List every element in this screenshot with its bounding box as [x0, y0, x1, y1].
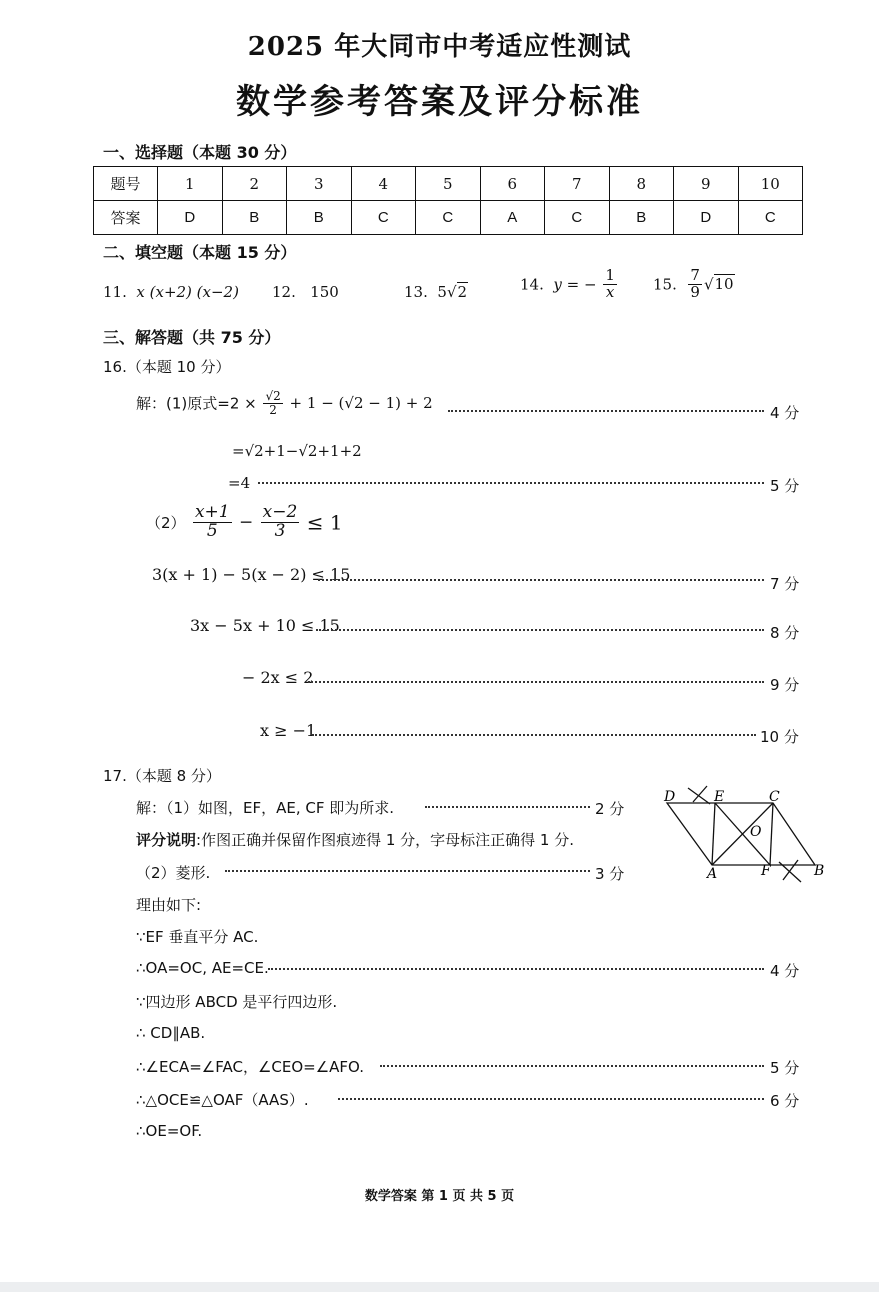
question-number: 5: [416, 167, 481, 201]
answer-cell: B: [609, 201, 674, 235]
denominator: 5: [206, 520, 218, 541]
dot-leader: [225, 870, 590, 872]
score-mark: 9 分: [770, 676, 800, 694]
parallelogram-figure: [655, 780, 835, 885]
minus-sign: −: [239, 512, 254, 533]
dot-leader: [338, 1098, 764, 1100]
score-mark: 7 分: [770, 575, 800, 593]
question-number: 9: [674, 167, 739, 201]
answer-lhs: y = −: [553, 275, 597, 294]
denominator: x: [605, 282, 615, 301]
question-number: 11.: [103, 283, 127, 301]
question-number: 13.: [404, 283, 428, 301]
section1-heading: 一、选择题（本题 30 分）: [103, 143, 297, 162]
q17-line7: ∴ CD∥AB.: [136, 1024, 206, 1042]
q16-step3: =4: [228, 474, 251, 492]
label-d: D: [664, 789, 676, 805]
answer-cell: B: [287, 201, 352, 235]
dot-leader: [380, 1065, 764, 1067]
answer-table: [93, 166, 803, 235]
numerator: x−2: [262, 502, 298, 522]
answer-12: [272, 283, 339, 301]
dot-leader: [316, 629, 764, 631]
denominator: 9: [690, 282, 700, 301]
inequality-rhs: ≤ 1: [306, 510, 343, 535]
segment-ae: [712, 803, 715, 865]
answer-row: [94, 201, 803, 235]
q17-line4: ∵EF 垂直平分 AC.: [136, 928, 259, 946]
question-number: 4: [351, 167, 416, 201]
answer-13: [404, 283, 468, 301]
q16-step1: [136, 390, 433, 416]
page-footer: 数学答案 第 1 页 共 5 页: [364, 1189, 515, 1204]
scoring-note: [136, 829, 574, 850]
q17-line3: 理由如下:: [136, 896, 202, 914]
section3-heading: 三、解答题（共 75 分）: [103, 328, 281, 347]
sqrt-sign: √: [446, 283, 457, 301]
score-mark: 5 分: [770, 477, 800, 495]
denominator: 3: [274, 520, 286, 541]
numerator: √2: [265, 389, 281, 403]
score-mark: 10 分: [760, 728, 799, 746]
label-e: E: [714, 789, 725, 805]
q17-line10: ∴OE=OF.: [136, 1122, 203, 1140]
score-mark: 6 分: [770, 1092, 800, 1110]
fraction: [603, 268, 617, 301]
answer-15: [653, 268, 735, 301]
answer-cell: D: [158, 201, 223, 235]
segment-ef: [715, 803, 770, 865]
q16-part2: [146, 504, 343, 541]
answer-14: [520, 268, 619, 301]
score-mark: 5 分: [770, 1059, 800, 1077]
question-number: 10: [738, 167, 803, 201]
section2-heading: 二、填空题（本题 15 分）: [103, 243, 297, 262]
question-number-row: [94, 167, 803, 201]
step-prefix: 解：(1)原式=2 ×: [136, 394, 257, 413]
segment-cf: [770, 803, 773, 865]
question-number: 1: [158, 167, 223, 201]
score-mark: 4 分: [770, 962, 800, 980]
fraction: [688, 268, 702, 301]
fraction: [261, 504, 300, 541]
score-mark: 3 分: [595, 865, 625, 883]
fraction: [193, 504, 232, 541]
question-number: 12.: [272, 283, 296, 301]
question-number: 7: [545, 167, 610, 201]
answer-value: 150: [310, 283, 339, 301]
q17-line2: （2）菱形.: [136, 864, 211, 882]
denominator: 2: [269, 402, 277, 417]
document-title: 数学参考答案及评分标准: [236, 82, 643, 122]
exam-title: 2025 年大同市中考适应性测试: [247, 32, 632, 62]
note-label: 评分说明: [136, 831, 197, 849]
dot-leader: [425, 806, 590, 808]
label-f: F: [761, 863, 771, 879]
dot-leader: [258, 482, 764, 484]
q17-line1: 解：（1）如图，EF，AE, CF 即为所求.: [136, 799, 395, 817]
q17-header: 17.（本题 8 分）: [103, 767, 221, 785]
answer-row-label: 答案: [94, 201, 158, 235]
dot-leader: [312, 734, 756, 736]
question-number: 14.: [520, 275, 544, 294]
answer-11: [103, 283, 239, 301]
q16-step7: x ≥ −1: [260, 721, 317, 740]
parallelogram-abcd: [667, 803, 815, 865]
label-b: B: [814, 863, 825, 879]
q17-line6: ∵四边形 ABCD 是平行四边形.: [136, 993, 338, 1011]
score-mark: 2 分: [595, 800, 625, 818]
answer-cell: C: [738, 201, 803, 235]
radicand: 2: [457, 283, 468, 301]
q16-step5: 3x − 5x + 10 ≤ 15: [190, 616, 340, 635]
q17-line8: ∴∠ECA=∠FAC，∠CEO=∠AFO.: [136, 1058, 365, 1076]
dot-leader: [318, 579, 764, 581]
question-number: 8: [609, 167, 674, 201]
q16-step6: − 2x ≤ 2: [242, 668, 314, 687]
label-o: O: [750, 824, 762, 840]
radicand: 10: [714, 275, 734, 294]
note-text: :作图正确并保留作图痕迹得 1 分，字母标注正确得 1 分.: [196, 831, 574, 849]
numerator: x+1: [194, 502, 230, 522]
answer-cell: A: [480, 201, 545, 235]
label-a: A: [707, 866, 718, 882]
answer-cell: C: [351, 201, 416, 235]
q17-line9: ∴△OCE≌△OAF（AAS）.: [136, 1091, 309, 1109]
score-mark: 8 分: [770, 624, 800, 642]
answer-cell: D: [674, 201, 739, 235]
score-mark: 4 分: [770, 404, 800, 422]
fraction: [263, 390, 282, 416]
question-number: 2: [222, 167, 287, 201]
question-row-label: 题号: [94, 167, 158, 201]
question-number: 3: [287, 167, 352, 201]
numerator: 7: [690, 266, 700, 284]
label-c: C: [769, 789, 780, 805]
dot-leader: [268, 968, 764, 970]
question-number: 6: [480, 167, 545, 201]
question-number: 15.: [653, 275, 677, 294]
q17-line5: ∴OA=OC, AE=CE.: [136, 959, 269, 977]
answer-cell: C: [416, 201, 481, 235]
q16-step4: 3(x + 1) − 5(x − 2) ≤ 15: [152, 565, 351, 584]
answer-cell: C: [545, 201, 610, 235]
q16-header: 16.（本题 10 分）: [103, 358, 231, 376]
answer-coefficient: 5: [437, 283, 447, 301]
answer-value: x (x+2) (x−2): [136, 283, 239, 301]
dot-leader: [308, 681, 764, 683]
sqrt-sign: √: [703, 275, 714, 294]
answer-cell: B: [222, 201, 287, 235]
part-label: （2）: [146, 513, 186, 532]
page-bottom-band: [0, 1282, 879, 1292]
step-suffix: + 1 − (√2 − 1) + 2: [289, 394, 433, 413]
q16-step2: =√2+1−√2+1+2: [232, 442, 362, 460]
dot-leader: [448, 410, 764, 412]
numerator: 1: [605, 266, 615, 284]
